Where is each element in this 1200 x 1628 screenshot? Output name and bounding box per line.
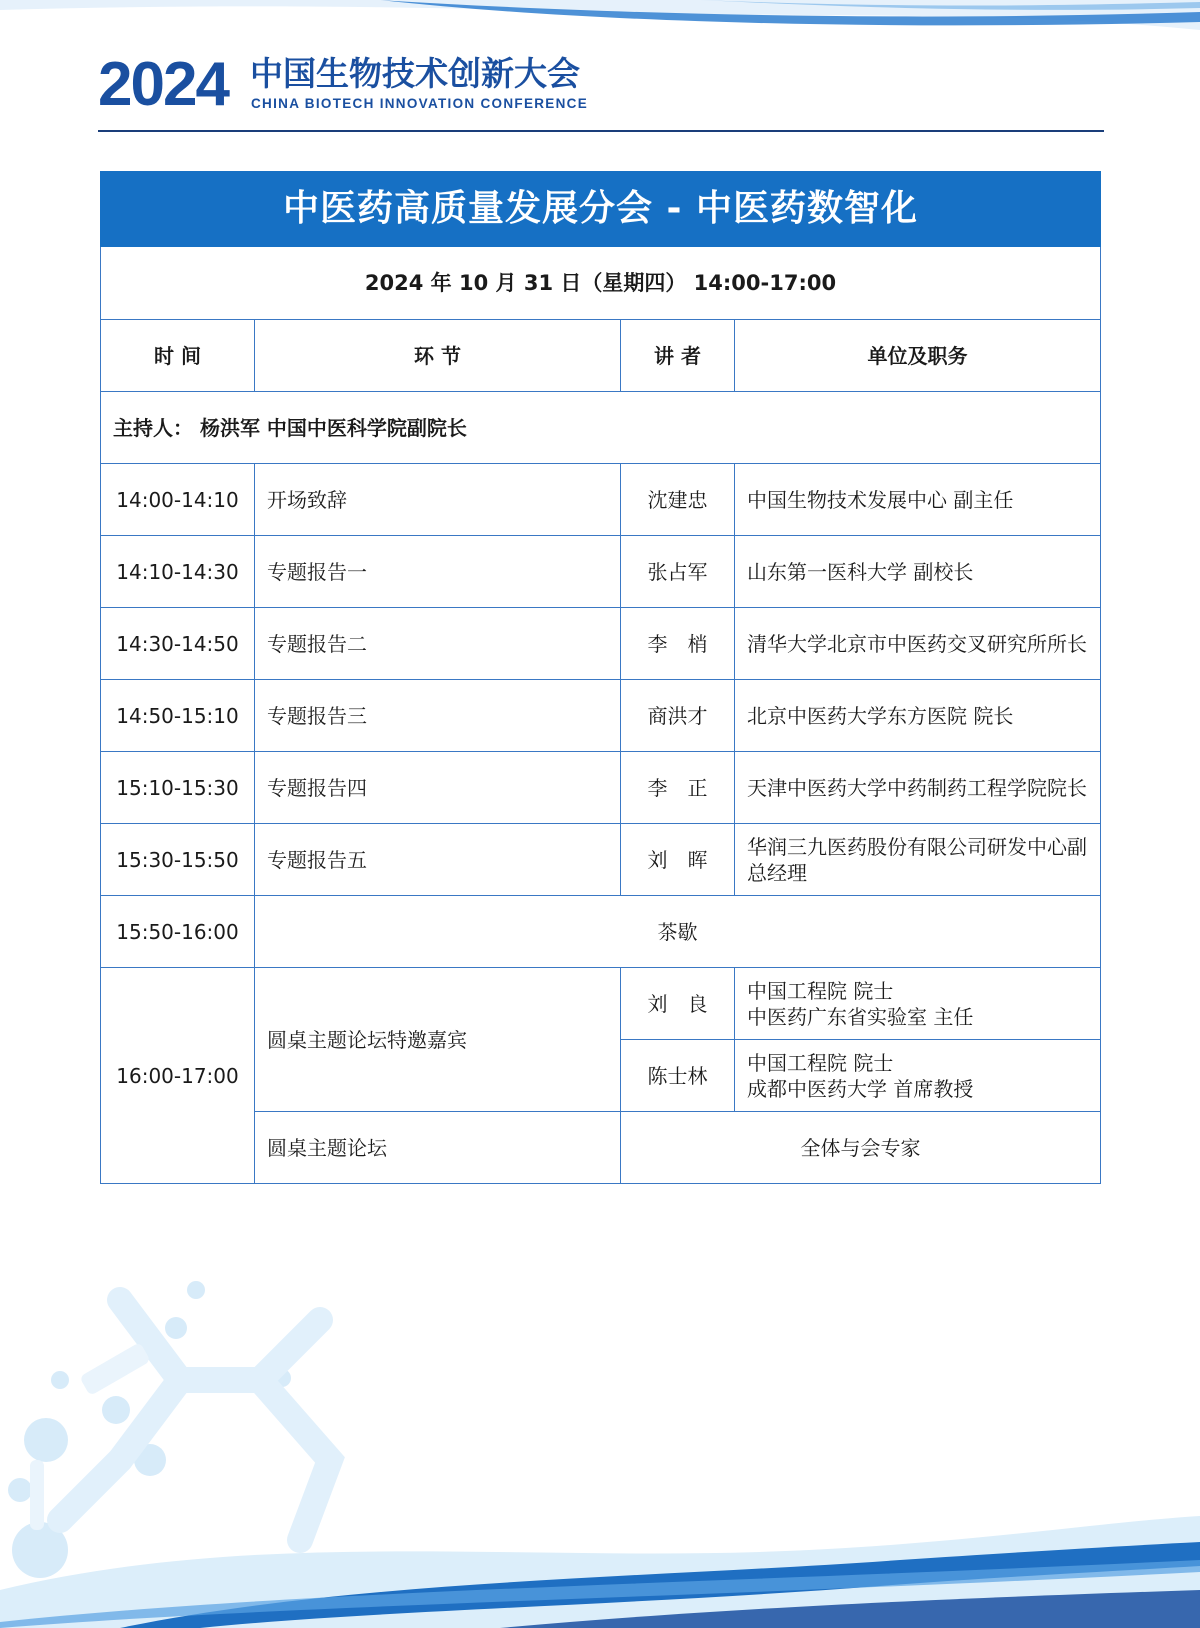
row-org: 华润三九医药股份有限公司研发中心副总经理 — [735, 824, 1101, 896]
table-row — [101, 536, 1101, 608]
row-item: 专题报告二 — [255, 608, 621, 680]
row-item: 专题报告一 — [255, 536, 621, 608]
row-org: 天津中医药大学中药制药工程学院院长 — [735, 752, 1101, 824]
logo-name-en: CHINA BIOTECH INNOVATION CONFERENCE — [251, 96, 589, 111]
table-row — [101, 824, 1101, 896]
session-title-row — [101, 172, 1101, 247]
host-text: 主持人： 杨洪军 中国中医科学院副院长 — [101, 392, 1101, 464]
row-item: 专题报告四 — [255, 752, 621, 824]
row-org: 北京中医药大学东方医院 院长 — [735, 680, 1101, 752]
forum-speaker: 全体与会专家 — [621, 1112, 1101, 1184]
row-time: 14:30-14:50 — [101, 608, 255, 680]
break-time: 15:50-16:00 — [101, 896, 255, 968]
forum-time: 16:00-17:00 — [101, 968, 255, 1184]
row-speaker: 李 梢 — [621, 608, 735, 680]
row-time: 15:10-15:30 — [101, 752, 255, 824]
guest-speaker: 陈士林 — [621, 1040, 735, 1112]
forum-guest-row — [101, 968, 1101, 1040]
guest-org — [735, 968, 1101, 1040]
row-speaker: 李 正 — [621, 752, 735, 824]
row-item: 开场致辞 — [255, 464, 621, 536]
guest-org-line: 成都中医药大学 首席教授 — [747, 1076, 974, 1101]
break-label: 茶歇 — [255, 896, 1101, 968]
table-row — [101, 680, 1101, 752]
row-time: 14:50-15:10 — [101, 680, 255, 752]
guest-org-line: 中国工程院 院士 — [747, 1050, 894, 1075]
host-row — [101, 392, 1101, 464]
guest-org — [735, 1040, 1101, 1112]
row-item: 专题报告五 — [255, 824, 621, 896]
molecule-wave-decoration — [0, 1260, 1200, 1628]
table-header-row — [101, 320, 1101, 392]
guest-org-line: 中医药广东省实验室 主任 — [747, 1004, 974, 1029]
row-time: 14:10-14:30 — [101, 536, 255, 608]
row-time: 15:30-15:50 — [101, 824, 255, 896]
schedule-table — [100, 171, 1101, 1184]
row-speaker: 商洪才 — [621, 680, 735, 752]
row-speaker: 刘 晖 — [621, 824, 735, 896]
header-org: 单位及职务 — [735, 320, 1101, 392]
break-row — [101, 896, 1101, 968]
header-time: 时 间 — [101, 320, 255, 392]
header-divider — [98, 130, 1104, 132]
header-speaker: 讲 者 — [621, 320, 735, 392]
session-date: 2024 年 10 月 31 日（星期四） 14:00-17:00 — [101, 247, 1101, 320]
guest-org-line: 中国工程院 院士 — [747, 978, 894, 1003]
session-title: 中医药高质量发展分会 - 中医药数智化 — [101, 172, 1101, 247]
row-speaker: 沈建忠 — [621, 464, 735, 536]
top-wave-decoration — [0, 0, 1200, 40]
logo-name-cn: 中国生物技术创新大会 — [250, 54, 580, 93]
session-date-row — [101, 247, 1101, 320]
header-item: 环 节 — [255, 320, 621, 392]
table-row — [101, 464, 1101, 536]
row-item: 专题报告三 — [255, 680, 621, 752]
forum-item: 圆桌主题论坛 — [255, 1112, 621, 1184]
logo-year: 2024 — [98, 50, 228, 119]
row-speaker: 张占军 — [621, 536, 735, 608]
forum-guests-item: 圆桌主题论坛特邀嘉宾 — [255, 968, 621, 1112]
table-row — [101, 752, 1101, 824]
row-org: 清华大学北京市中医药交叉研究所所长 — [735, 608, 1101, 680]
guest-speaker: 刘 良 — [621, 968, 735, 1040]
row-time: 14:00-14:10 — [101, 464, 255, 536]
row-org: 山东第一医科大学 副校长 — [735, 536, 1101, 608]
table-row — [101, 608, 1101, 680]
row-org: 中国生物技术发展中心 副主任 — [735, 464, 1101, 536]
